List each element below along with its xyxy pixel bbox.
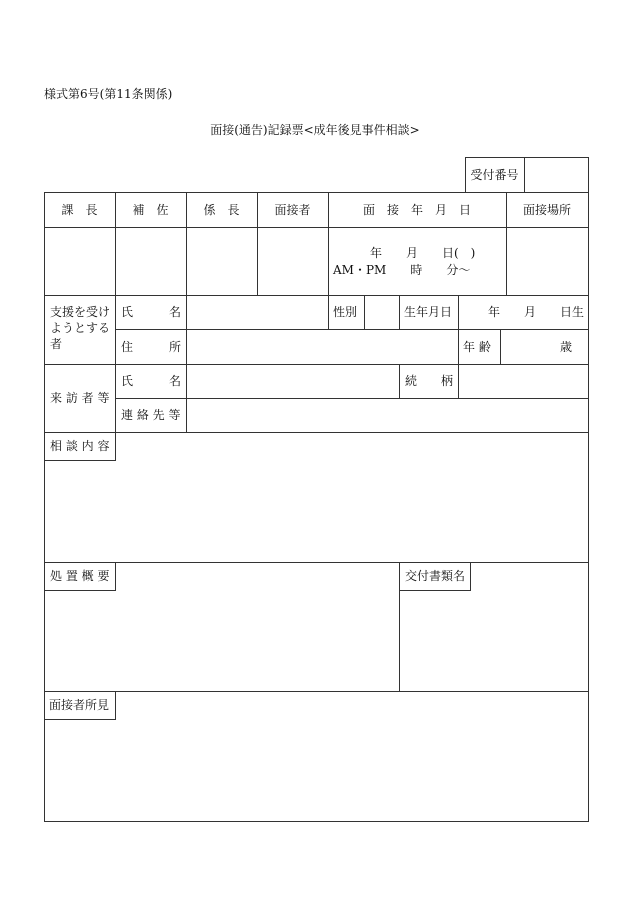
header-interview-place: 面接場所 <box>522 203 571 217</box>
form-number: 様式第6号(第11条関係) <box>44 87 173 101</box>
visitor-group-label: 来 訪 者 等 <box>50 391 110 405</box>
visitor-name-field[interactable] <box>187 365 399 398</box>
documents-field[interactable] <box>400 591 588 691</box>
header-interview-date: 面 接 年 月 日 <box>362 203 471 217</box>
consultation-field[interactable] <box>45 461 588 562</box>
contact-label: 連 絡 先 等 <box>121 408 181 422</box>
opinion-field[interactable] <box>45 720 588 821</box>
interview-time-line[interactable]: AM・PM 時 分〜 <box>333 263 471 277</box>
sex-label: 性別 <box>333 305 358 319</box>
relation-label: 続 柄 <box>405 374 454 388</box>
birthdate-label: 生年月日 <box>404 305 453 319</box>
support-person-group-label: 支援を受けようとする者 <box>50 305 111 351</box>
header-kakaricho: 係 長 <box>203 203 240 217</box>
address-field[interactable] <box>187 330 458 364</box>
disposition-field[interactable] <box>45 591 399 691</box>
form-title: 面接(通告)記録票<成年後見事件相談> <box>210 123 420 137</box>
relation-field[interactable] <box>459 365 588 398</box>
interview-date-line[interactable]: 年 月 日( ) <box>370 246 476 260</box>
header-hosa: 補 佐 <box>132 203 169 217</box>
address-label: 住 所 <box>121 340 182 354</box>
contact-field[interactable] <box>187 399 588 432</box>
interview-place-field[interactable] <box>507 228 588 295</box>
stamp-kakaricho[interactable] <box>187 228 257 295</box>
stamp-kacho[interactable] <box>45 228 115 295</box>
receipt-number-label: 受付番号 <box>470 168 519 182</box>
support-name-label: 氏 名 <box>121 305 182 319</box>
header-interviewer: 面接者 <box>274 203 311 217</box>
sex-field[interactable] <box>365 296 399 329</box>
opinion-label: 面接者所見 <box>49 698 110 712</box>
header-kacho: 課 長 <box>61 203 98 217</box>
visitor-name-label: 氏 名 <box>121 374 182 388</box>
support-name-field[interactable] <box>187 296 328 329</box>
disposition-label: 処 置 概 要 <box>50 569 110 583</box>
stamp-interviewer[interactable] <box>258 228 328 295</box>
stamp-hosa[interactable] <box>116 228 186 295</box>
receipt-number-field[interactable] <box>525 158 588 192</box>
birthdate-field[interactable]: 年 月 日生 <box>488 305 585 319</box>
documents-label: 交付書類名 <box>405 569 466 583</box>
age-field[interactable]: 歳 <box>560 340 573 354</box>
age-label: 年 齢 <box>463 340 491 354</box>
consultation-label: 相 談 内 容 <box>50 439 110 453</box>
